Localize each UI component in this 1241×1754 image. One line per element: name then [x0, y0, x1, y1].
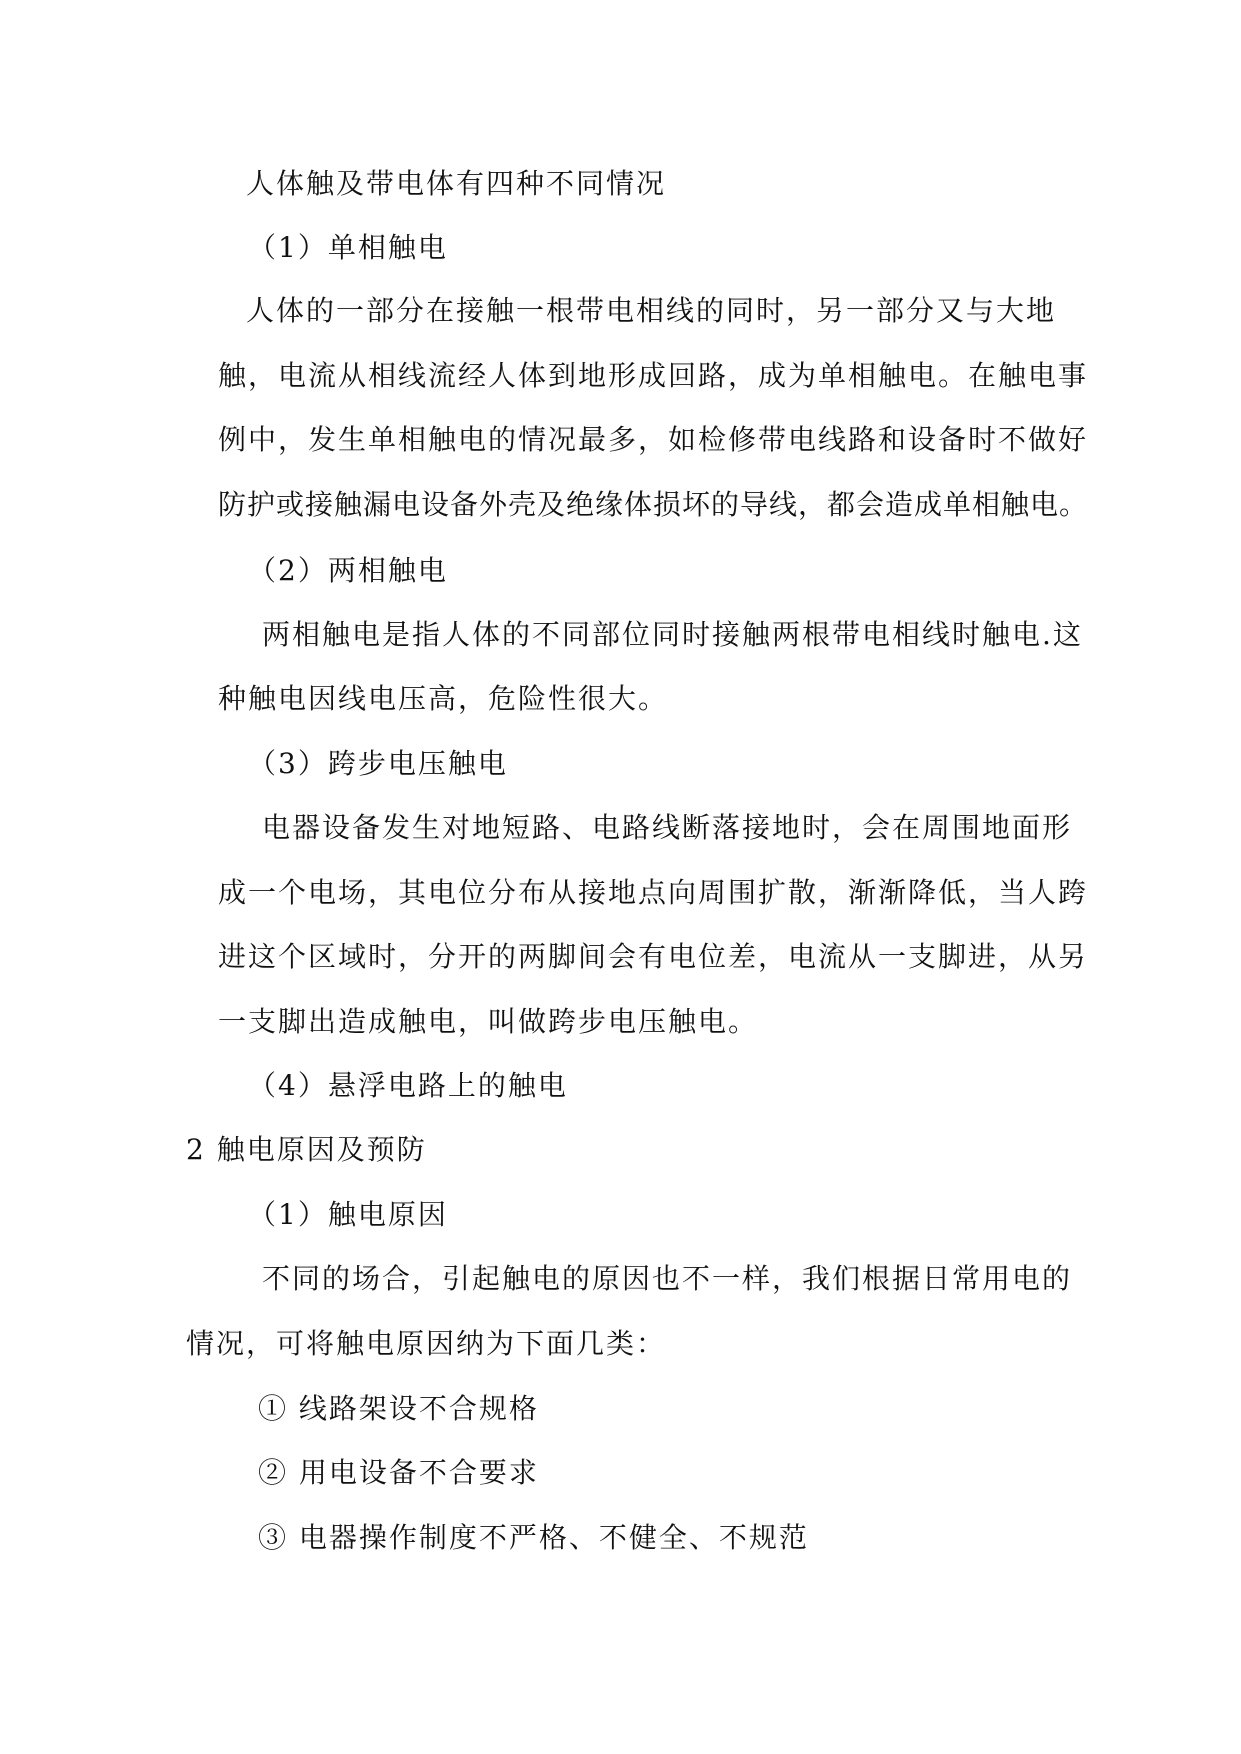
section-intro-line: 人体触及带电体有四种不同情况	[246, 167, 667, 200]
list-item: ③ 电器操作制度不严格、不健全、不规范	[258, 1521, 809, 1554]
paragraph-line: 进这个区域时，分开的两脚间会有电位差，电流从一支脚进，从另	[218, 940, 1089, 973]
paragraph-line: 触，电流从相线流经人体到地形成回路，成为单相触电。在触电事	[218, 359, 1089, 392]
paragraph-line: 人体的一部分在接触一根带电相线的同时，另一部分又与大地	[246, 294, 1057, 327]
subsection-heading-3: （3）跨步电压触电	[248, 747, 508, 780]
paragraph-line: 情况，可将触电原因纳为下面几类：	[186, 1327, 667, 1360]
paragraph-line: 防护或接触漏电设备外壳及绝缘体损坏的导线，都会造成单相触电。	[218, 488, 1089, 521]
paragraph-line: 两相触电是指人体的不同部位同时接触两根带电相线时触电.这	[262, 618, 1083, 651]
subsection-heading-2: （2）两相触电	[248, 554, 448, 587]
paragraph-line: 种触电因线电压高，危险性很大。	[218, 682, 669, 715]
paragraph-line: 例中，发生单相触电的情况最多，如检修带电线路和设备时不做好	[218, 423, 1089, 456]
list-item: ② 用电设备不合要求	[258, 1456, 539, 1489]
paragraph-line: 成一个电场，其电位分布从接地点向周围扩散，渐渐降低，当人跨	[218, 876, 1089, 909]
list-item: ① 线路架设不合规格	[258, 1392, 539, 1425]
section-heading: 2 触电原因及预防	[186, 1133, 427, 1166]
subsection-heading-cause: （1）触电原因	[248, 1198, 448, 1231]
paragraph-line: 一支脚出造成触电，叫做跨步电压触电。	[218, 1005, 759, 1038]
subsection-heading-1: （1）单相触电	[248, 231, 448, 264]
paragraph-line: 电器设备发生对地短路、电路线断落接地时，会在周围地面形	[262, 811, 1073, 844]
subsection-heading-4: （4）悬浮电路上的触电	[248, 1069, 568, 1102]
paragraph-line: 不同的场合，引起触电的原因也不一样，我们根据日常用电的	[262, 1262, 1073, 1295]
